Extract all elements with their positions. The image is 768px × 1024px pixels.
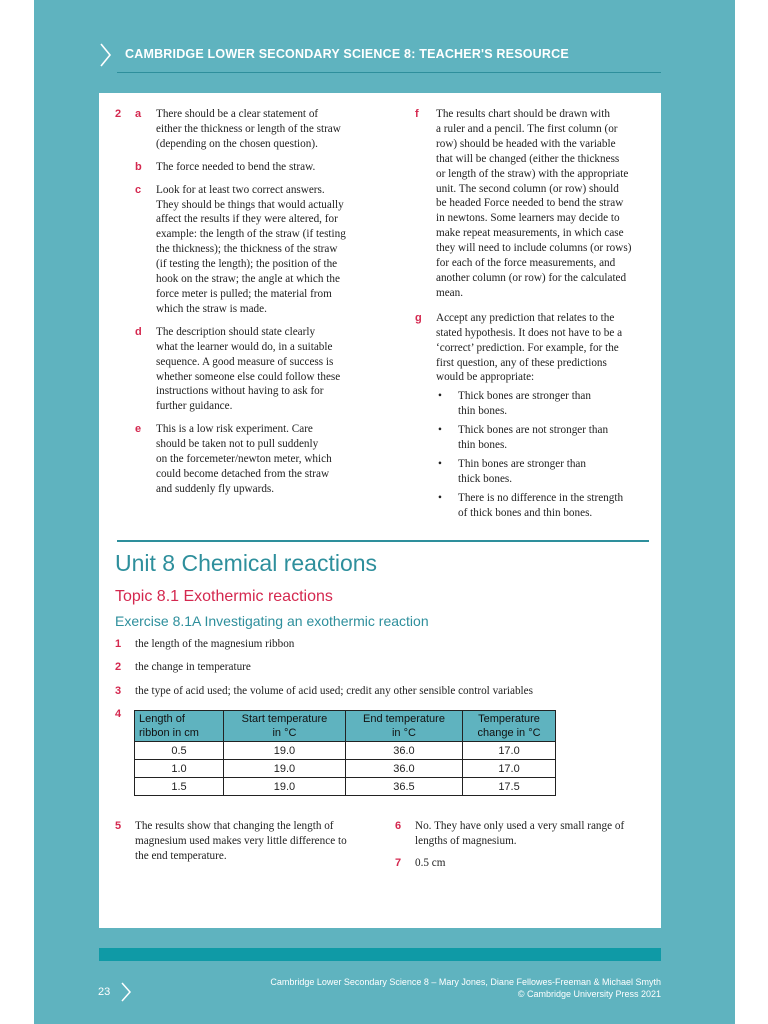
bullet-icon: • [438,390,442,403]
answer-line: should be taken not to pull suddenly [156,438,319,451]
answer-line: the thickness); the thickness of the straw [156,243,338,256]
answer-line: hook on the straw; the angle at which the [156,273,340,286]
table-header-row [135,711,556,742]
page-number: 23 [98,986,111,998]
table-cell: 0.5 [135,742,224,760]
table-cell: 17.0 [463,742,556,760]
answer-text: the type of acid used; the volume of acid used; credit any other sensible control variables [135,685,533,697]
unit-title: Unit 8 Chemical reactions [115,550,378,576]
bullet-line: Thick bones are not stronger than [458,424,609,437]
part-letter: a [135,108,142,120]
answer-line: (if testing the length); the position of the [156,258,338,271]
answer-number: 5 [115,820,122,832]
bullet-line: Thick bones are stronger than [458,390,591,403]
answer-line: affect the results if they were altered, for [156,213,338,226]
footer-band [99,948,661,961]
answer-line: They should be things that would actually [156,198,344,211]
answer-line: in newtons. Some learners may decide to [436,212,620,225]
table-row [135,742,556,760]
answer-text: the change in temperature [135,661,251,673]
answer-line: The results show that changing the length of [135,820,334,832]
answer-text: 0.5 cm [415,857,446,869]
answer-line: The results chart should be drawn with [436,108,610,120]
answer-line: make repeat measurements, in which case [436,227,624,240]
answer-line: instructions without having to ask for [156,385,324,398]
table-header-cell: Temperature change in °C [463,711,556,742]
table-cell: 1.5 [135,778,224,796]
question-2e [115,422,375,497]
footer-copyright: © Cambridge University Press 2021 [517,989,661,999]
table-cell: 1.0 [135,760,224,778]
header-rule [117,72,661,73]
part-letter: d [135,325,142,338]
answer-line: the end temperature. [135,850,227,862]
left-column [115,107,375,497]
bullet-line: thick bones. [458,472,513,485]
bullet-line: of thick bones and thin bones. [458,506,593,519]
question-number: 2 [115,108,122,120]
answer-7 [395,856,445,871]
answer-number: 4 [115,708,122,720]
bullet-line: There is no difference in the strength [458,491,624,504]
answer-line: magnesium used makes very little difference to [135,835,347,847]
question-2d [115,325,375,414]
answer-3 [115,684,533,699]
answer-line: force meter is pulled; the material from [156,287,332,300]
topic-title: Topic 8.1 Exothermic reactions [115,588,333,605]
answer-line: Accept any prediction that relates to the [436,311,615,324]
answer-6 [395,819,660,849]
part-letter: e [135,423,142,436]
table-row [135,778,556,796]
bullet-item [436,491,657,521]
answer-number: 1 [115,638,122,650]
right-column [395,107,657,521]
running-header: CAMBRIDGE LOWER SECONDARY SCIENCE 8: TEACHER'S RESOURCE [125,47,569,61]
question-2f [395,107,657,301]
bullet-item [436,423,657,453]
answer-line: stated hypothesis. It does not have to be a [436,326,623,339]
answer-line: mean. [436,286,464,299]
bullet-icon: • [438,457,442,470]
bullet-icon: • [438,424,442,437]
part-letter: b [135,160,142,173]
answer-line: which the straw is made. [156,302,267,315]
answer-number: 6 [395,820,402,832]
answer-line: example: the length of the straw (if testing [156,228,346,241]
page-content [99,93,661,928]
answer-1 [115,637,294,652]
answer-line: lengths of magnesium. [415,835,517,847]
question-2a [115,107,375,152]
footer-credit: Cambridge Lower Secondary Science 8 – Mary Jones, Diane Fellowes-Freeman & Michael Smyth [270,977,661,987]
answer-line: No. They have only used a very small range of [415,820,625,832]
answer-line: sequence. A good measure of success is [156,355,334,368]
table-cell: 36.0 [345,742,462,760]
answer-line: This is a low risk experiment. Care [156,423,313,436]
table-cell: 19.0 [224,742,346,760]
chevron-right-icon [118,980,134,1004]
answer-line: further guidance. [156,400,233,413]
part-letter: c [135,183,142,196]
answer-line: first question, any of these predictions [436,356,607,369]
answer-line: or length of the straw) with the appropriate [436,167,629,180]
exercise-title: Exercise 8.1A Investigating an exothermic reaction [115,613,429,629]
answer-line: ‘correct’ prediction. For example, for the [436,341,619,354]
table-cell: 36.0 [345,760,462,778]
bullet-icon: • [438,491,442,504]
table-cell: 36.5 [345,778,462,796]
answer-line: be headed Force needed to bend the straw [436,197,624,210]
part-letter: f [415,108,419,120]
answer-line: could become detached from the straw [156,467,330,480]
table-header-cell: Length of ribbon in cm [135,711,224,742]
question-2g [395,311,657,386]
answer-line: another column (or row) for the calculated [436,271,627,284]
table-cell: 19.0 [224,760,346,778]
answer-line: on the forcemeter/newton meter, which [156,453,332,466]
answer-line: would be appropriate: [436,371,535,384]
part-letter: g [415,311,422,324]
bullet-item [436,389,657,419]
answer-line: whether someone else could follow these [156,370,341,383]
bullet-line: thin bones. [458,439,508,452]
answer-2 [115,660,251,675]
table-header-cell: Start temperature in °C [224,711,346,742]
question-2b [115,160,375,175]
table-row [135,760,556,778]
results-table [134,710,556,796]
answer-5 [115,819,385,864]
bullet-line: Thin bones are stronger than [458,457,586,470]
answer-line: what the learner would do, in a suitable [156,340,333,353]
table-cell: 17.0 [463,760,556,778]
answer-line: and suddenly fly upwards. [156,482,275,495]
bullet-item [436,457,657,487]
chevron-right-icon [96,40,116,70]
answer-line: The force needed to bend the straw. [156,160,316,173]
answer-line: for each of the force measurements, and [436,257,616,270]
answer-line: they will need to include columns (or rows) [436,242,632,255]
answer-line: either the thickness or length of the straw [156,122,341,135]
answer-line: a ruler and a pencil. The first column (or [436,122,618,135]
answer-line: row) should be headed with the variable [436,137,616,150]
answer-line: The description should state clearly [156,325,316,338]
question-2c [115,183,375,317]
answer-line: (depending on the chosen question). [156,137,318,150]
table-cell: 17.5 [463,778,556,796]
table-header-cell: End temperature in °C [345,711,462,742]
answer-line: that will be changed (either the thickness [436,152,620,165]
answer-line: Look for at least two correct answers. [156,183,325,196]
section-rule [117,540,649,542]
answer-number: 2 [115,661,122,673]
answer-number: 7 [395,857,402,869]
bullet-line: thin bones. [458,405,508,418]
answer-number: 3 [115,685,122,697]
answer-text: the length of the magnesium ribbon [135,638,295,650]
table-cell: 19.0 [224,778,346,796]
answer-line: There should be a clear statement of [156,108,319,120]
answer-line: unit. The second column (or row) should [436,182,619,195]
